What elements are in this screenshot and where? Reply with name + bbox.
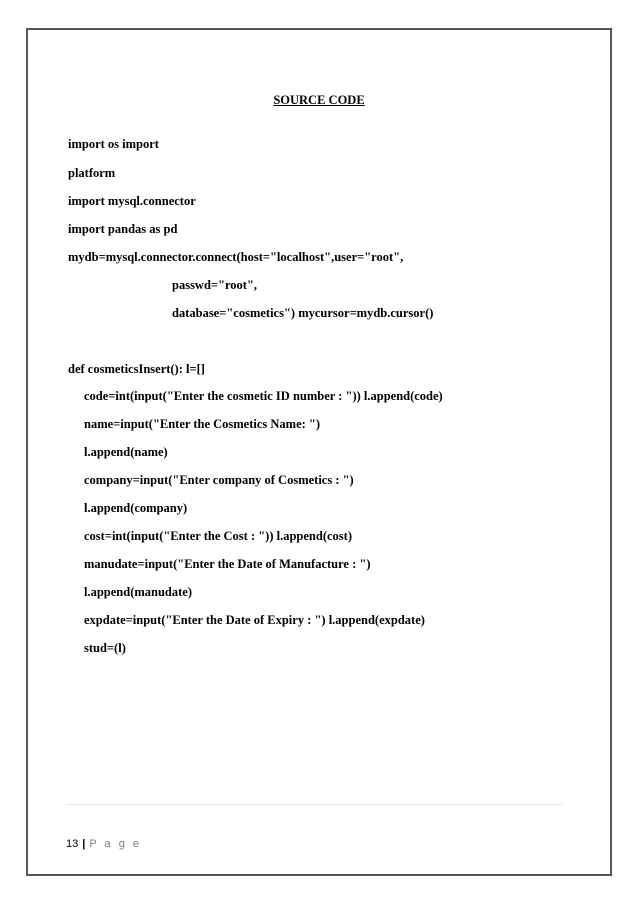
code-line: name=input("Enter the Cosmetics Name: ") — [84, 417, 321, 431]
page-number: 13 — [66, 838, 79, 850]
code-line: import pandas as pd — [68, 222, 178, 236]
code-line: l.append(name) — [84, 445, 168, 459]
page-label: P a g e — [89, 838, 142, 850]
code-line: import os import — [68, 137, 159, 151]
code-line: expdate=input("Enter the Date of Expiry : ") l.append(expdate) — [84, 613, 425, 627]
code-line: def cosmeticsInsert(): l=[] — [68, 362, 205, 376]
page-footer — [66, 838, 142, 850]
code-line: cost=int(input("Enter the Cost : ")) l.append(cost) — [84, 529, 352, 543]
code-line: stud=(l) — [84, 641, 126, 655]
code-line: manudate=input("Enter the Date of Manufacture : ") — [84, 557, 371, 571]
footer-separator: | — [82, 838, 86, 850]
page-title: SOURCE CODE — [273, 93, 365, 107]
code-line: mydb=mysql.connector.connect(host="localhost",user="root", — [68, 250, 404, 264]
code-line: passwd="root", — [172, 278, 258, 292]
code-line: l.append(company) — [84, 501, 188, 515]
code-line: code=int(input("Enter the cosmetic ID number : ")) l.append(code) — [84, 389, 443, 403]
footer-divider — [66, 804, 563, 805]
code-line: import mysql.connector — [68, 194, 196, 208]
code-line: l.append(manudate) — [84, 585, 193, 599]
code-line: database="cosmetics") mycursor=mydb.cursor() — [172, 306, 434, 320]
code-line: platform — [68, 166, 116, 180]
code-line: company=input("Enter company of Cosmetics : ") — [84, 473, 354, 487]
